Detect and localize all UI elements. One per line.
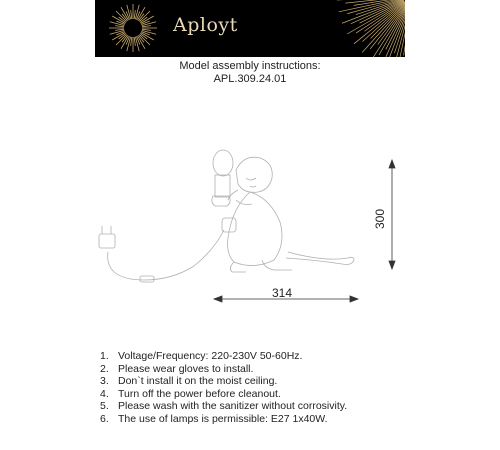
power-plug [99, 234, 115, 248]
power-cable [108, 230, 224, 280]
plug-pins [102, 226, 111, 234]
arrow-down-icon [389, 261, 395, 269]
bulb-outline [213, 150, 233, 176]
monkey-legs [230, 260, 292, 272]
monkey-hand [212, 196, 230, 206]
list-item: 1. Voltage/Frequency: 220-230V 50-60Hz. [100, 350, 303, 362]
list-item: 4. Turn off the power before cleanout. [100, 387, 281, 400]
cable-switch [140, 276, 154, 282]
width-label: 314 [272, 286, 293, 300]
arrow-up-icon [389, 160, 395, 168]
arrow-right-icon [350, 296, 358, 302]
brand-logo-text: Aployt [173, 14, 238, 36]
instructions-title: Model assembly instructions: [179, 60, 321, 72]
lamp-socket [215, 175, 230, 197]
arrow-left-icon [214, 296, 222, 302]
monkey-face [246, 178, 256, 187]
list-item: 3. Don`t install it on the moist ceiling. [100, 375, 278, 388]
instructions-list [100, 350, 347, 426]
list-item: 5. Please wash with the sanitizer without corrosivity. [100, 400, 348, 413]
monkey-tail [286, 252, 354, 265]
height-label: 300 [373, 208, 388, 230]
model-number: APL.309.24.01 [213, 73, 287, 85]
list-item: 6. The use of lamps is permissible: E27 1x40W. [100, 412, 328, 425]
list-item: 2. Please wear gloves to install. [100, 362, 254, 375]
